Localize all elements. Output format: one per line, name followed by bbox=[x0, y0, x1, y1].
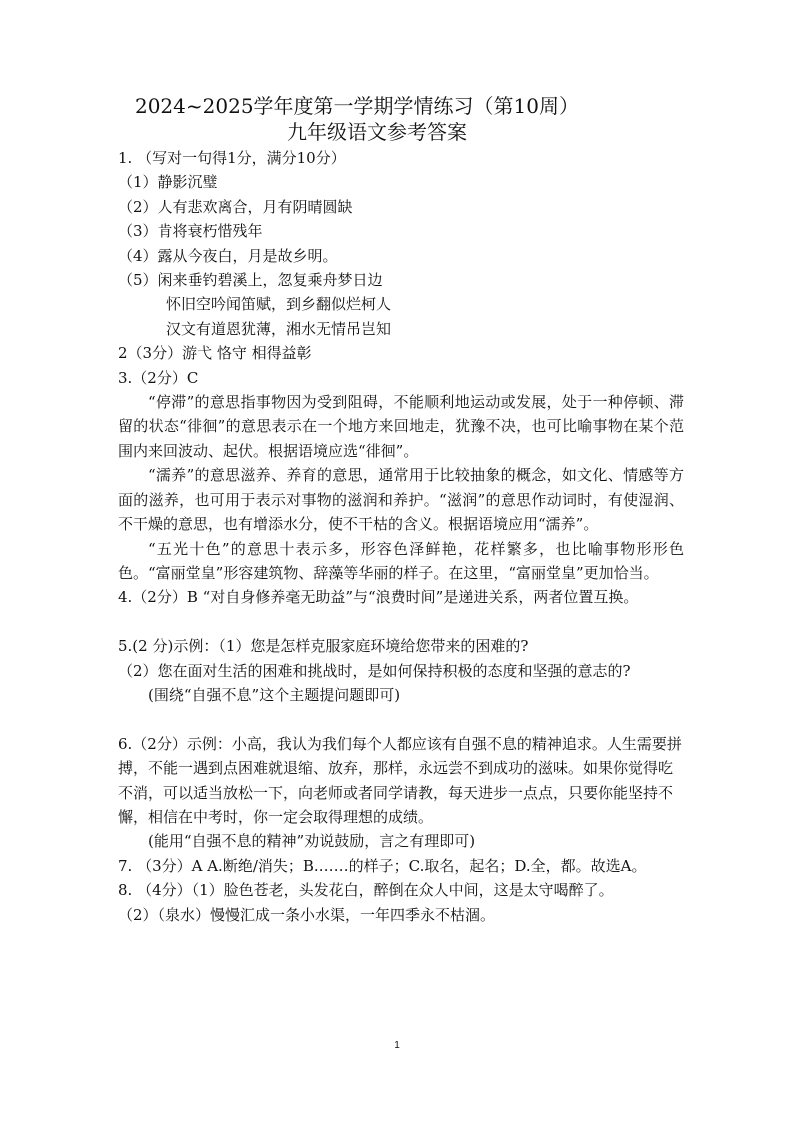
q6-note: (能用“自强不息的精神”劝说鼓励，言之有理即可) bbox=[148, 832, 476, 851]
q3-explanation-3: “五光十色”的意思十表示多，形容色泽鲜艳，花样繁多，也比喻事物形形色色。“富丽堂皇”形容建筑物、辞藻等华丽的样子。在这里，“富丽堂皇”更加恰当。 bbox=[118, 539, 684, 582]
q1-answer-4: （4）露从今夜白，月是故乡明。 bbox=[118, 246, 338, 265]
spacer bbox=[118, 707, 684, 731]
q5-answer-1: 5.(2 分)示例：（1）您是怎样克服家庭环境给您带来的困难的? bbox=[118, 637, 529, 656]
page-number: 1 bbox=[394, 1040, 400, 1051]
q6-answer: 6.（2分）示例：小高，我认为我们每个人都应该有自强不息的精神追求。人生需要拼搏，不能一遇到点困难就退缩、放弃，那样，永远尝不到成功的滋味。如果你觉得吃不消，可以适当放松一下，向老师或者同学请教，每天进步一点点，只要你能坚持不懈，相信在中考时，你一定会取得理想的成绩。 bbox=[118, 734, 682, 826]
q1-answer-3: （3）肯将衰朽惜残年 bbox=[118, 222, 263, 241]
q1-heading: 1. （写对一句得1分，满分10分） bbox=[118, 149, 346, 167]
q3-explanation-1: “停滞”的意思指事物因为受到阻碍，不能顺利地运动或发展，处于一种停顿、滞留的状态“徘徊”的意思表示在一个地方来回地走，犹豫不决，也可比喻事物在某个范围内来回波动、起伏。根据语境应选“徘徊”。 bbox=[118, 393, 684, 460]
q1-answer-2: （2）人有悲欢离合，月有阴晴圆缺 bbox=[118, 197, 353, 216]
q7-answer: 7. （3分）A A.断绝/消失；B.……的样子；C.取名，起名；D.全，都。故选A。 bbox=[118, 856, 647, 875]
q5-note: (围绕“自强不息”这个主题提问题即可) bbox=[148, 685, 401, 704]
q3-explanation-2: “濡养”的意思滋养、养育的意思，通常用于比较抽象的概念，如文化、情感等方面的滋养，也可用于表示对事物的滋润和养护。“滋润”的意思作动词时，有使湿润、不干燥的意思，也有增添水分，使不干枯的含义。根据语境应用“濡养”。 bbox=[118, 466, 684, 534]
q1-answer-5-line2: 怀旧空吟闻笛赋，到乡翻似烂柯人 bbox=[166, 295, 392, 314]
q4-answer: 4.（2分）B “对自身修养毫无助益”与“浪费时间”是递进关系，两者位置互换。 bbox=[118, 588, 639, 607]
answer-body bbox=[118, 146, 684, 927]
q2-answer: 2（3分）游弋 恪守 相得益彰 bbox=[118, 344, 312, 363]
q1-answer-5-line3: 汉文有道恩犹薄，湘水无情吊岂知 bbox=[166, 319, 392, 338]
q3-answer: 3.（2分）C bbox=[118, 368, 199, 387]
document-title-line2: 九年级语文参考答案 bbox=[287, 120, 467, 144]
q8-answer-1: 8. （4分）（1）脸色苍老，头发花白，醉倒在众人中间，这是太守喝醉了。 bbox=[118, 881, 614, 900]
document-title-line1: 2024~2025学年度第一学期学情练习（第10周） bbox=[134, 94, 579, 118]
q1-answer-1: （1）静影沉璧 bbox=[118, 173, 218, 192]
q1-answer-5: （5）闲来垂钓碧溪上，忽复乘舟梦日边 bbox=[118, 271, 383, 290]
spacer bbox=[118, 610, 684, 634]
q8-answer-2: （2）（泉水）慢慢汇成一条小水渠，一年四季永不枯涸。 bbox=[118, 905, 496, 924]
q5-answer-2: （2）您在面对生活的困难和挑战时，是如何保持积极的态度和坚强的意志的? bbox=[118, 661, 631, 680]
